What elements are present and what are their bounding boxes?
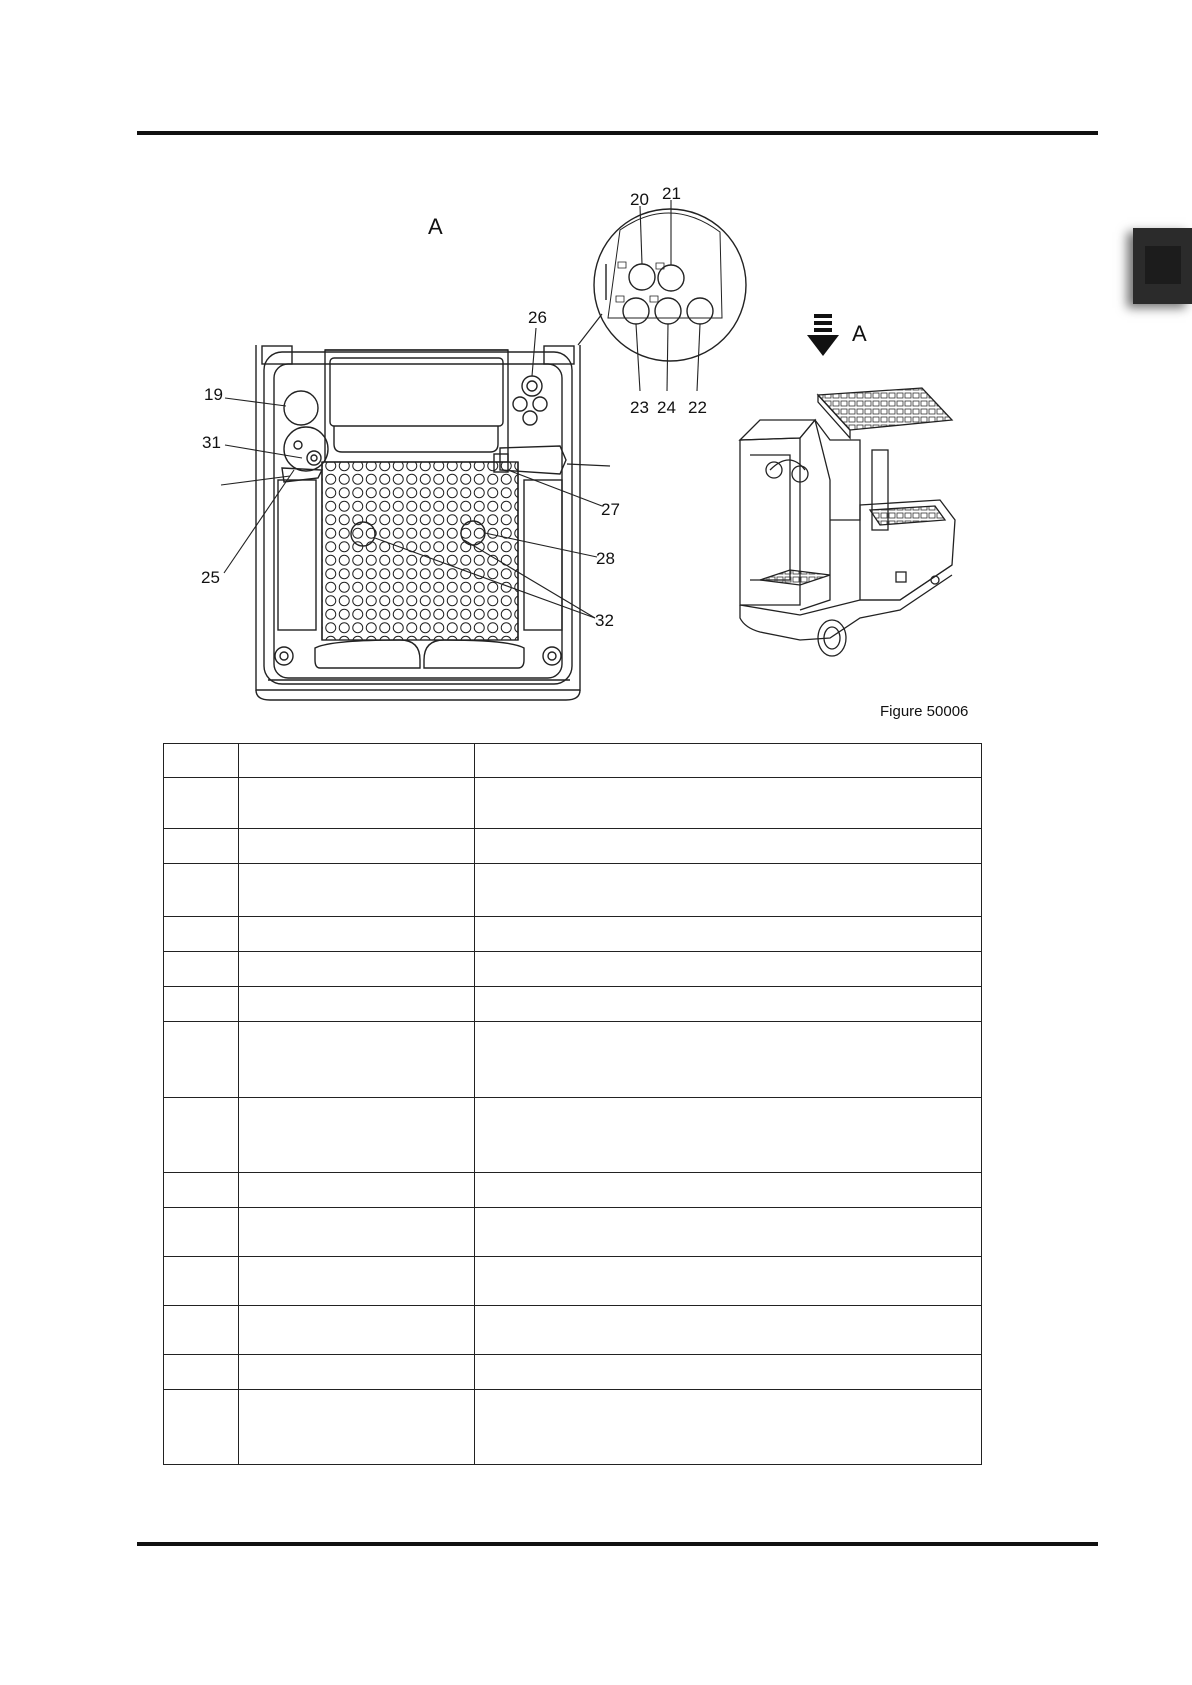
table-cell-name [239, 829, 475, 864]
table-cell-no [164, 1098, 239, 1173]
figure-caption: Figure 50006 [880, 703, 969, 720]
table-cell-name [239, 1390, 475, 1465]
table-cell-name [239, 917, 475, 952]
table-cell-description [475, 952, 982, 987]
callout-20: 20 [630, 190, 649, 209]
table-cell-description [475, 864, 982, 917]
table-row [164, 952, 982, 987]
callout-26: 26 [528, 308, 547, 327]
table-cell-no [164, 1173, 239, 1208]
view-arrow-icon [807, 314, 839, 356]
parts-table [163, 743, 982, 1465]
table-cell-name [239, 987, 475, 1022]
view-label: A [428, 214, 443, 239]
callout-21: 21 [662, 184, 681, 203]
table-cell-name [239, 1208, 475, 1257]
table-cell-name [239, 1257, 475, 1306]
arrow-label: A [852, 321, 867, 346]
table-cell-description [475, 778, 982, 829]
table-cell-no [164, 864, 239, 917]
callout-27: 27 [601, 500, 620, 519]
callout-22: 22 [688, 398, 707, 417]
table-cell-name [239, 952, 475, 987]
table-cell-no [164, 829, 239, 864]
machine-isometric-view [740, 388, 955, 656]
table-row [164, 1173, 982, 1208]
table-row [164, 778, 982, 829]
table-row [164, 1390, 982, 1465]
table-row [164, 1306, 982, 1355]
table-row [164, 744, 982, 778]
table-cell-no [164, 1390, 239, 1465]
table-row [164, 917, 982, 952]
platform-top-view [256, 345, 580, 700]
table-row [164, 987, 982, 1022]
footer-rule [137, 1542, 1098, 1546]
detail-circle [594, 209, 746, 361]
table-cell-description [475, 917, 982, 952]
table-row [164, 1355, 982, 1390]
table-cell-no [164, 1208, 239, 1257]
table-cell-name [239, 1098, 475, 1173]
callout-31: 31 [202, 433, 221, 452]
callout-28: 28 [596, 549, 615, 568]
table-cell-description [475, 744, 982, 778]
table-cell-name [239, 864, 475, 917]
table-cell-description [475, 1208, 982, 1257]
table-cell-description [475, 1022, 982, 1098]
table-cell-no [164, 1355, 239, 1390]
table-cell-no [164, 1022, 239, 1098]
callout-25: 25 [201, 568, 220, 587]
table-cell-no [164, 987, 239, 1022]
table-cell-name [239, 778, 475, 829]
table-cell-no [164, 917, 239, 952]
table-cell-name [239, 1355, 475, 1390]
table-cell-description [475, 1257, 982, 1306]
table-row [164, 829, 982, 864]
table-cell-description [475, 1390, 982, 1465]
table-cell-name [239, 744, 475, 778]
figure-drawing [0, 0, 1192, 720]
table-cell-description [475, 987, 982, 1022]
table-cell-no [164, 744, 239, 778]
table-cell-description [475, 1355, 982, 1390]
callout-32: 32 [595, 611, 614, 630]
table-cell-name [239, 1022, 475, 1098]
table-row [164, 1208, 982, 1257]
table-cell-no [164, 952, 239, 987]
callout-19: 19 [204, 385, 223, 404]
table-row [164, 1098, 982, 1173]
table-cell-no [164, 778, 239, 829]
table-cell-name [239, 1173, 475, 1208]
table-cell-no [164, 1306, 239, 1355]
table-cell-description [475, 829, 982, 864]
table-cell-name [239, 1306, 475, 1355]
table-row [164, 864, 982, 917]
callout-24: 24 [657, 398, 676, 417]
table-row [164, 1022, 982, 1098]
table-cell-description [475, 1173, 982, 1208]
callout-23: 23 [630, 398, 649, 417]
table-cell-no [164, 1257, 239, 1306]
table-row [164, 1257, 982, 1306]
table-cell-description [475, 1306, 982, 1355]
table-cell-description [475, 1098, 982, 1173]
